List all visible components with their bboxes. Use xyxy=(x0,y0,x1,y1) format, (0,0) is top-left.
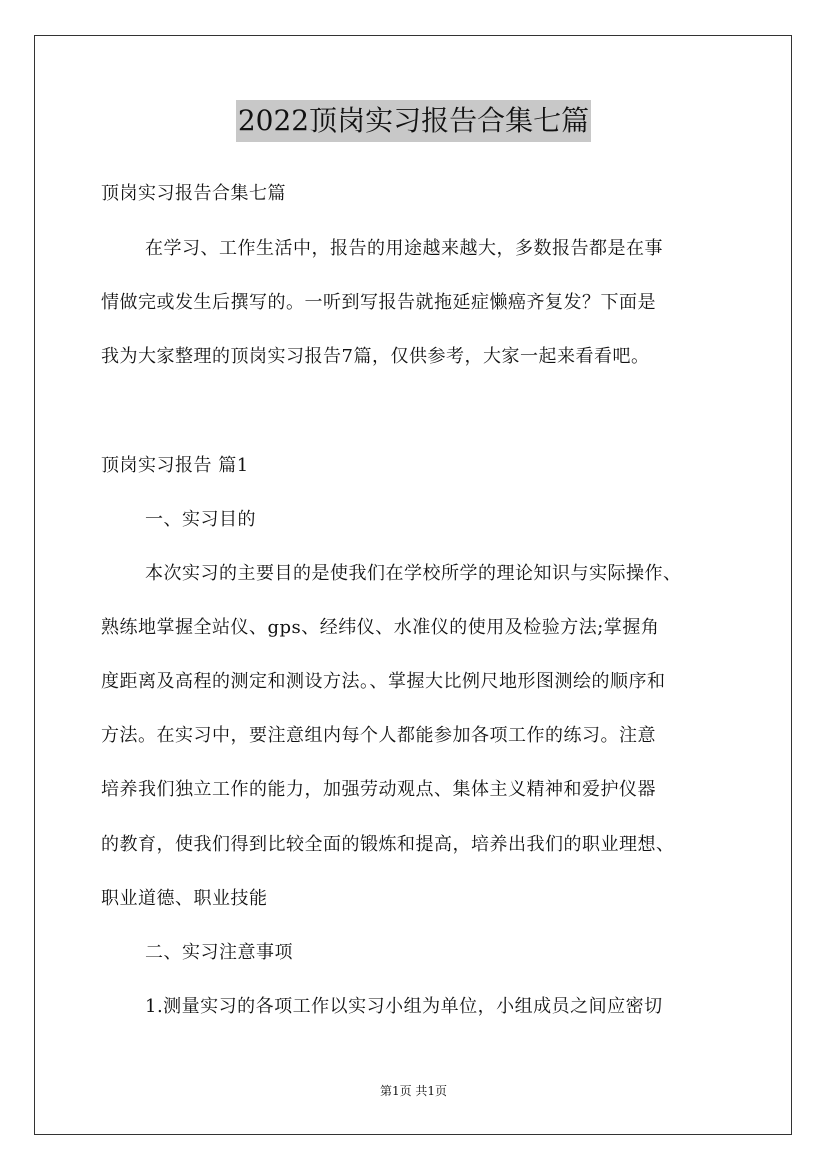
paragraph-line: 本次实习的主要目的是使我们在学校所学的理论知识与实际操作、 xyxy=(145,563,682,584)
page-footer: 第1页 共1页 xyxy=(379,1084,448,1098)
paragraph-line: 在学习、工作生活中，报告的用途越来越大，多数报告都是在事 xyxy=(145,238,663,259)
subtitle-line: 顶岗实习报告合集七篇 xyxy=(101,183,286,204)
paragraph-line: 我为大家整理的顶岗实习报告7篇，仅供参考，大家一起来看看吧。 xyxy=(101,346,650,367)
paragraph-line: 熟练地掌握全站仪、gps、经纬仪、水准仪的使用及检验方法;掌握角 xyxy=(101,617,660,638)
paragraph-line: 1.测量实习的各项工作以实习小组为单位，小组成员之间应密切 xyxy=(145,996,663,1017)
paragraph-line: 度距离及高程的测定和测设方法。、掌握大比例尺地形图测绘的顺序和 xyxy=(101,671,666,692)
paragraph-line: 培养我们独立工作的能力，加强劳动观点、集体主义精神和爱护仪器 xyxy=(101,779,656,800)
subsection-heading: 二、实习注意事项 xyxy=(145,942,293,963)
paragraph-line: 职业道德、职业技能 xyxy=(101,888,268,909)
paragraph-line: 方法。在实习中，要注意组内每个人都能参加各项工作的练习。注意 xyxy=(101,725,656,746)
paragraph-line: 的教育，使我们得到比较全面的锻炼和提高，培养出我们的职业理想、 xyxy=(101,834,675,855)
paragraph-line: 情做完或发生后撰写的。一听到写报告就拖延症懒癌齐复发？下面是 xyxy=(101,292,656,313)
title-container xyxy=(0,100,827,142)
document-title: 2022顶岗实习报告合集七篇 xyxy=(236,100,591,142)
subsection-heading: 一、实习目的 xyxy=(145,509,256,530)
section-heading: 顶岗实习报告 篇1 xyxy=(101,455,249,476)
